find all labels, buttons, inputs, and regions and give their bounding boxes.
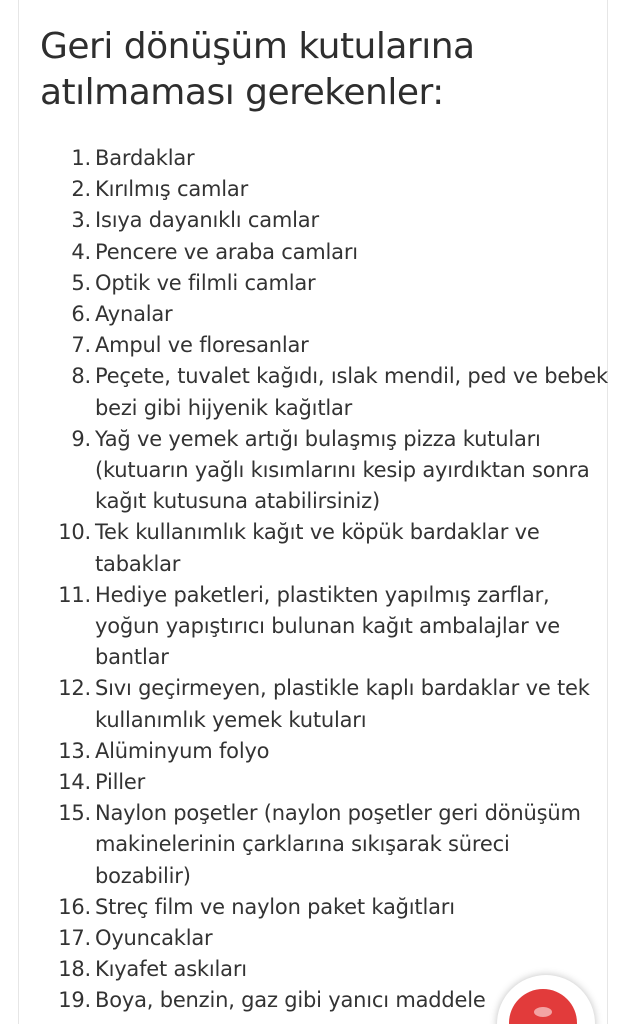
- item-text: Oyuncaklar: [95, 926, 213, 951]
- list-item: [40, 892, 610, 923]
- item-number: 9.: [71, 426, 91, 451]
- item-text: Bardaklar: [95, 146, 195, 170]
- item-text: Hediye paketleri, plastikten yapılmış zarflar, yoğun yapıştırıcı bulunan kağıt ambalajlar ve bantlar: [95, 582, 560, 670]
- item-number: 12.: [58, 676, 91, 701]
- list-item: [40, 361, 610, 423]
- list-item: [40, 268, 610, 299]
- item-text: Sıvı geçirmeyen, plastikle kaplı bardaklar ve tek kullanımlık yemek kutuları: [95, 676, 590, 732]
- item-text: Kıyafet askıları: [95, 957, 247, 982]
- item-number: 5.: [71, 270, 91, 295]
- item-text: Tek kullanımlık kağıt ve köpük bardaklar ve tabaklar: [95, 520, 540, 576]
- item-number: 1.: [71, 146, 91, 170]
- item-number: 14.: [58, 770, 91, 795]
- item-text: Peçete, tuvalet kağıdı, ıslak mendil, ped ve bebek bezi gibi hijyenik kağıtlar: [95, 364, 608, 420]
- list-item: [40, 798, 610, 892]
- item-number: 2.: [71, 177, 91, 202]
- list-item: [40, 580, 610, 674]
- item-text: Naylon poşetler (naylon poşetler geri dönüşüm makinelerinin çarklarına sıkışarak süreci bozabilir): [95, 801, 581, 888]
- item-number: 17.: [58, 926, 91, 951]
- item-text: Ampul ve floresanlar: [95, 333, 309, 358]
- list-item: [40, 424, 610, 518]
- item-number: 8.: [71, 364, 91, 389]
- list-item: [40, 205, 610, 236]
- item-number: 3.: [71, 208, 91, 233]
- list-item: [40, 330, 610, 361]
- item-number: 13.: [58, 738, 91, 763]
- item-number: 10.: [58, 520, 91, 545]
- list-item: [40, 174, 610, 205]
- page-title: Geri dönüşüm kutularına atılmaması gerekenler:: [40, 26, 475, 113]
- item-text: Piller: [95, 770, 146, 795]
- item-text: Isıya dayanıklı camlar: [95, 208, 319, 233]
- item-text: Yağ ve yemek artığı bulaşmış pizza kutuları (kutuarın yağlı kısımlarını kesip ayırdıktan sonra kağıt kutusuna atabilirsiniz): [95, 426, 590, 514]
- item-number: 4.: [71, 239, 91, 264]
- item-number: 6.: [71, 302, 91, 327]
- item-text: Streç film ve naylon paket kağıtları: [95, 894, 455, 919]
- item-text: Optik ve filmli camlar: [95, 270, 316, 295]
- item-list: [40, 143, 610, 1017]
- record-icon: [509, 989, 577, 1024]
- list-item: [40, 673, 610, 735]
- item-number: 11.: [58, 582, 91, 607]
- list-item: [40, 299, 610, 330]
- list-item: [40, 736, 610, 767]
- item-number: 7.: [71, 333, 91, 358]
- item-number: 19.: [58, 988, 91, 1013]
- item-text: Boya, benzin, gaz gibi yanıcı maddele: [95, 988, 486, 1013]
- list-item: [40, 237, 610, 268]
- item-text: Aynalar: [95, 302, 173, 327]
- list-item: [40, 767, 610, 798]
- item-number: 18.: [58, 957, 91, 982]
- item-number: 16.: [58, 894, 91, 919]
- item-number: 15.: [58, 801, 91, 826]
- list-item: [40, 517, 610, 579]
- icon-highlight: [534, 1007, 552, 1017]
- item-text: Alüminyum folyo: [95, 738, 270, 763]
- list-item: [40, 143, 610, 174]
- item-text: Kırılmış camlar: [95, 177, 249, 202]
- list-item: [40, 923, 610, 954]
- item-text: Pencere ve araba camları: [95, 239, 358, 264]
